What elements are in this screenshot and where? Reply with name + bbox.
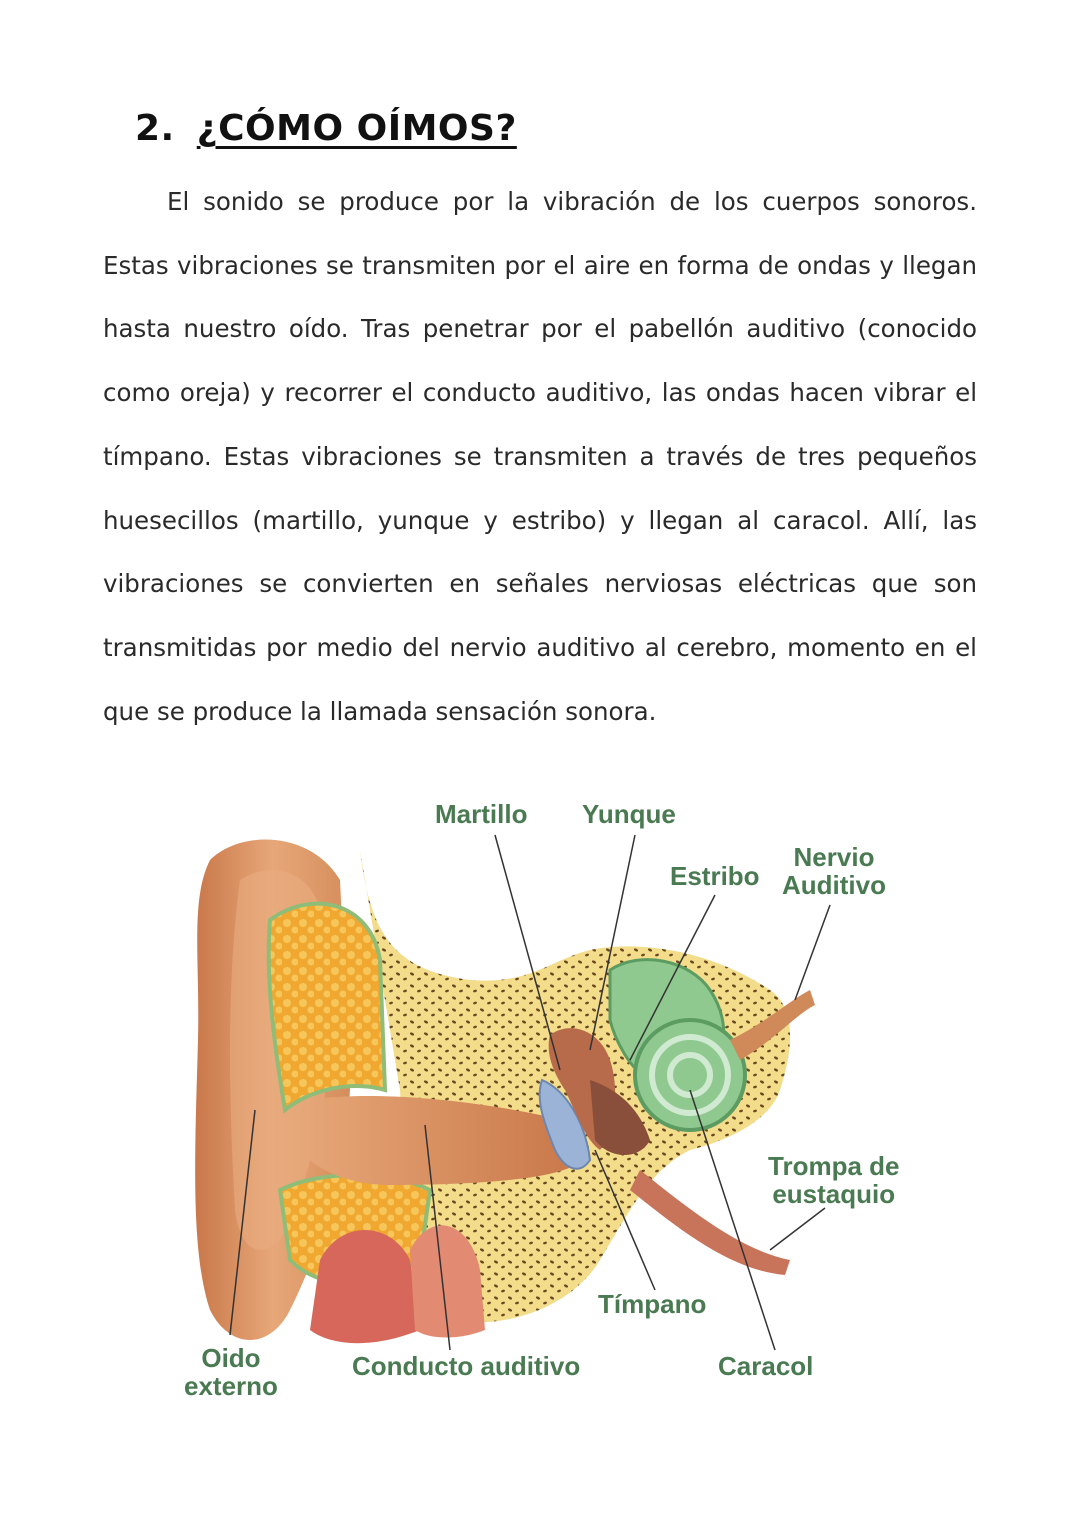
leader-nervio: [795, 905, 830, 1000]
label-nervio-auditivo: [782, 843, 886, 899]
eustachian-tube: [630, 1170, 790, 1275]
label-timpano: Tímpano: [598, 1289, 707, 1319]
label-conducto-auditivo: Conducto auditivo: [352, 1351, 581, 1381]
label-martillo: Martillo: [435, 799, 528, 829]
label-oido-externo: [184, 1344, 278, 1400]
label-caracol: Caracol: [718, 1351, 814, 1381]
section-title: ¿CÓMO OÍMOS?: [196, 108, 517, 149]
label-trompa-eustaquio: [768, 1152, 899, 1208]
label-nervio-line1: Nervio: [793, 842, 875, 872]
label-yunque: Yunque: [582, 799, 676, 829]
leader-trompa: [770, 1208, 825, 1250]
label-oido-line1: Oido: [201, 1343, 261, 1373]
label-trompa-line1: Trompa de: [768, 1151, 900, 1181]
label-trompa-line2: eustaquio: [772, 1179, 896, 1209]
label-oido-line2: externo: [184, 1371, 278, 1401]
section-number: 2.: [135, 108, 175, 149]
body-paragraph: El sonido se produce por la vibración de los cuerpos sonoros. Estas vibraciones se transmiten por el aire en forma de ondas y llegan hasta nuestro oído. Tras penetrar por el pabellón auditivo (conocido como oreja) y recorrer el conducto auditivo, las ondas hacen vibrar el tímpano. Estas vibraciones se transmiten a través de tres pequeños huesecillos (martillo, yunque y estribo) y llegan al caracol. Allí, las vibraciones se convierten en señales nerviosas eléctricas que son transmitidas por medio del nervio auditivo al cerebro, momento en el que se produce la llamada sensación sonora.: [103, 187, 977, 726]
cartilage-upper: [269, 904, 385, 1110]
section-heading: [135, 108, 517, 149]
label-estribo: Estribo: [670, 861, 760, 891]
ear-anatomy-diagram: [170, 790, 930, 1410]
label-nervio-line2: Auditivo: [782, 870, 886, 900]
